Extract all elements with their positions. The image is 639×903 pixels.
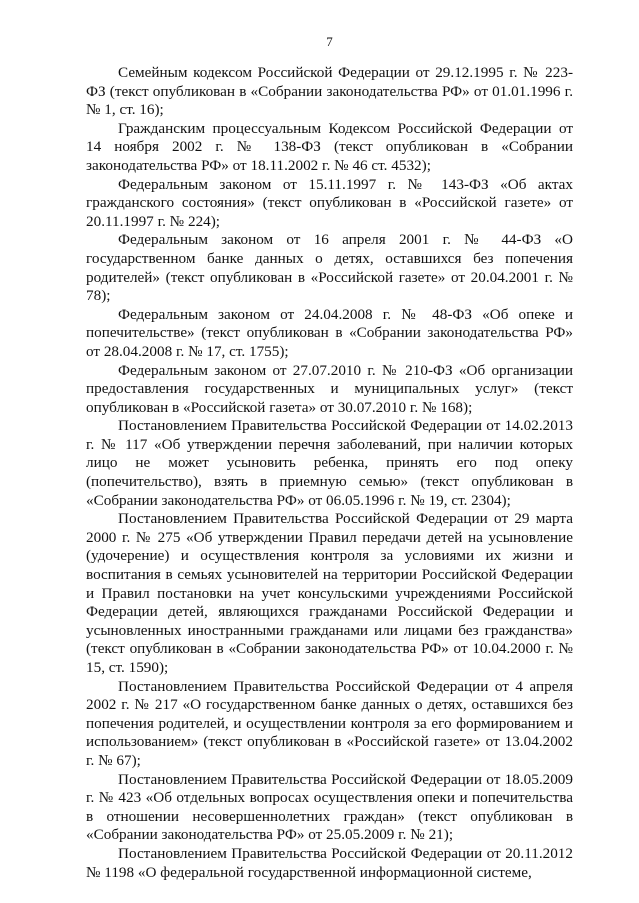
paragraph-law-civil-status-acts: Федеральным законом от 15.11.1997 г. № 143-ФЗ «Об актах гражданского состояния» (текст опубликован в «Российской газете» от 20.11.1997 г. № 224); (86, 175, 573, 230)
paragraph-law-public-services: Федеральным законом от 27.07.2010 г. № 210-ФЗ «Об организации предоставления государственных и муниципальных услуг» (текст опубликован в «Российской газета» от 30.07.2010 г. № 168); (86, 361, 573, 416)
paragraph-family-code: Семейным кодексом Российской Федерации от 29.12.1995 г. № 223-ФЗ (текст опубликован в «Собрании законодательства РФ» от 01.01.1996 г. № 1, ст. 16); (86, 64, 573, 119)
document-page (86, 34, 573, 882)
page-number: 7 (326, 34, 333, 49)
paragraph-resolution-423: Постановлением Правительства Российской Федерации от 18.05.2009 г. № 423 «Об отдельных вопросах осуществления опеки и попечительства в отношении несовершеннолетних граждан» (текст опубликован в «Собрании законодательства РФ» от 25.05.2009 г. № 21); (86, 770, 573, 844)
paragraph-resolution-1198: Постановлением Правительства Российской Федерации от 20.11.2012 № 1198 «О федеральной государственной информационной системе, (86, 844, 573, 881)
paragraph-law-guardianship: Федеральным законом от 24.04.2008 г. № 48-ФЗ «Об опеке и попечительстве» (текст опубликован в «Собрании законодательства РФ» от 28.04.2008 г. № 17, ст. 1755); (86, 305, 573, 360)
paragraph-resolution-217: Постановлением Правительства Российской Федерации от 4 апреля 2002 г. № 217 «О государственном банке данных о детях, оставшихся без попечения родителей, и осуществлении контроля за его формированием и использованием» (текст опубликован в «Российской газете» от 13.04.2002 г. № 67); (86, 677, 573, 769)
paragraph-resolution-275: Постановлением Правительства Российской Федерации от 29 марта 2000 г. № 275 «Об утверждении Правил передачи детей на усыновление (удочерение) и осуществления контроля за условиями их жизни и воспитания в семьях усыновителей на территории Российской Федерации и Правил постановки на учет консульскими учреждениями Российской Федерации детей, являющихся гражданами Российской Федерации и усыновленных иностранными гражданами или лицами без гражданства» (текст опубликован в «Собрании законодательства РФ» от 10.04.2000 г. № 15, ст. 1590); (86, 510, 573, 676)
paragraph-resolution-117: Постановлением Правительства Российской Федерации от 14.02.2013 г. № 117 «Об утверждении перечня заболеваний, при наличии которых лицо не может усыновить ребенка, принять его под опеку (попечительство), взять в приемную семью» (текст опубликован в «Собрании законодательства РФ» от 06.05.1996 г. № 19, ст. 2304); (86, 417, 573, 509)
paragraph-civil-procedure-code: Гражданским процессуальным Кодексом Российской Федерации от 14 ноября 2002 г. № 138-ФЗ (текст опубликован в «Собрании законодательства РФ» от 18.11.2002 г. № 46 ст. 4532); (86, 119, 573, 174)
paragraph-law-state-data-bank: Федеральным законом от 16 апреля 2001 г. № 44-ФЗ «О государственном банке данных о детях, оставшихся без попечения родителей» (текст опубликован в «Российской газете» от 20.04.2001 г. № 78); (86, 231, 573, 305)
